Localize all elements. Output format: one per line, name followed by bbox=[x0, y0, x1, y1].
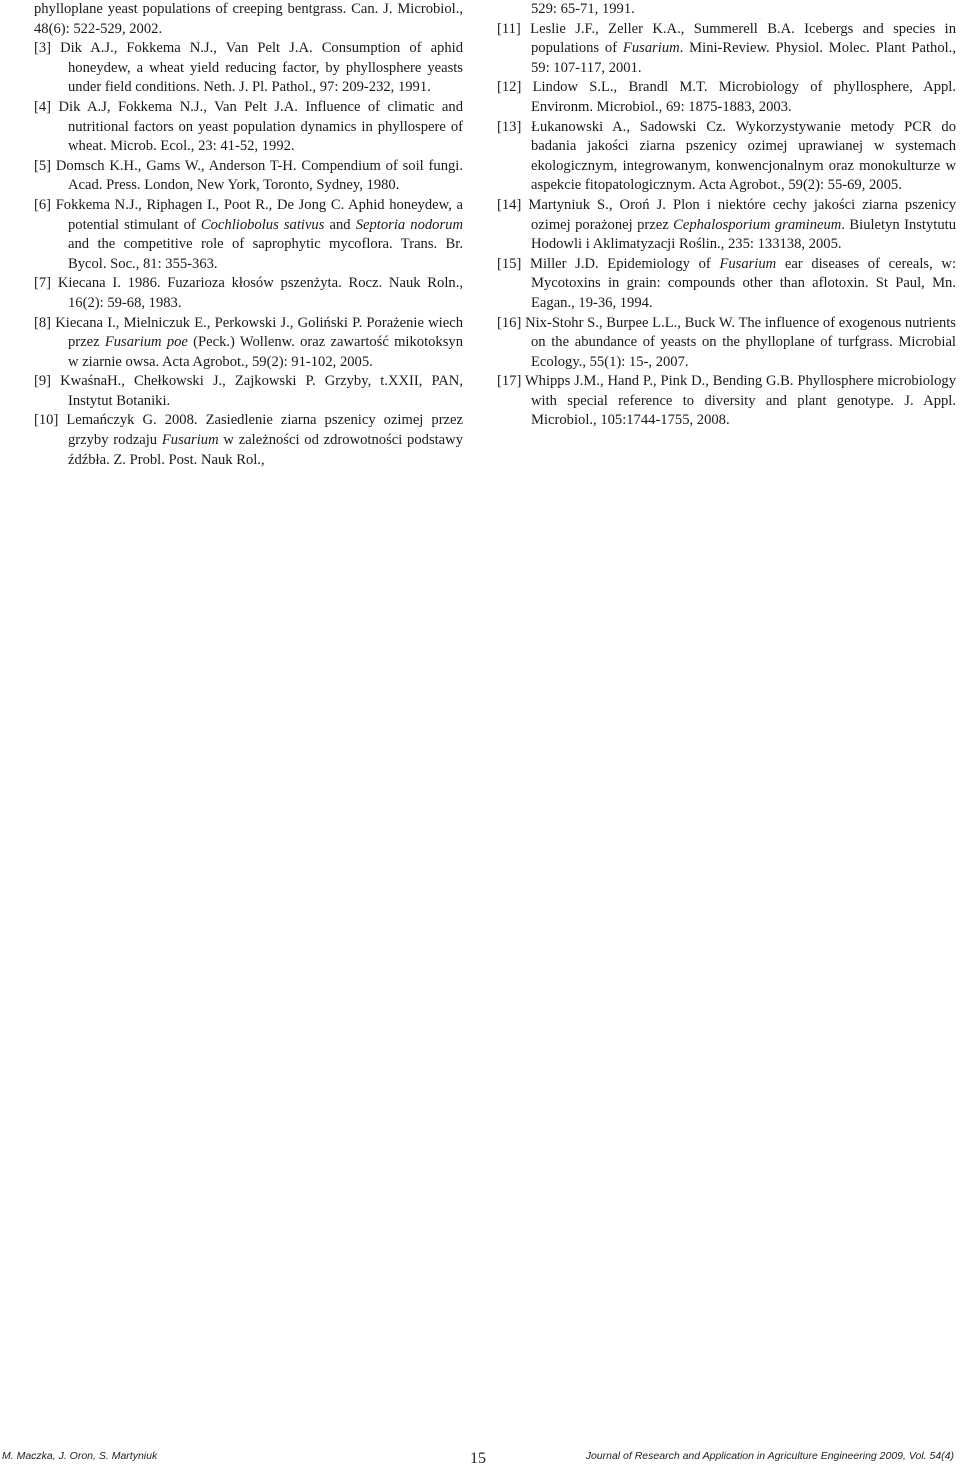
reference-number: [8] bbox=[34, 314, 52, 331]
reference-italic-term: Fusarium bbox=[622, 40, 680, 57]
reference-item bbox=[34, 157, 463, 196]
left-column bbox=[34, 0, 463, 470]
reference-text bbox=[34, 39, 463, 98]
reference-text bbox=[497, 314, 956, 373]
reference-number: [12] bbox=[497, 79, 522, 96]
reference-number: [10] bbox=[34, 412, 59, 429]
reference-text bbox=[34, 196, 463, 274]
reference-segment: Lemańczyk G. 2008. Zasiedlenie ziarna pszenicy ozimej przez grzyby rodzaju bbox=[66, 412, 463, 449]
reference-text bbox=[497, 196, 956, 255]
reference-segment: Domsch K.H., Gams W., Anderson T-H. Compendium of soil fungi. Acad. Press. London, New York, Toronto, Sydney, 1980. bbox=[55, 157, 463, 194]
footer-authors: M. Maczka, J. Oron, S. Martyniuk bbox=[2, 1450, 158, 1462]
reference-item bbox=[34, 98, 463, 157]
reference-continuation bbox=[497, 0, 956, 20]
reference-number: [7] bbox=[34, 275, 52, 292]
reference-item bbox=[497, 196, 956, 255]
reference-item bbox=[497, 255, 956, 314]
reference-italic-term: Cephalosporium gramineum bbox=[673, 216, 842, 233]
reference-segment: Dik A.J., Fokkema N.J., Van Pelt J.A. Consumption of aphid honeydew, a wheat yield reducing factor, by phyllosphere yeasts under field conditions. Neth. J. Pl. Pathol., 97: 209-232, 1991. bbox=[60, 40, 463, 96]
reference-segment: Nix-Stohr S., Burpee L.L., Buck W. The influence of exogenous nutrients on the abundance of yeasts on the phylloplane of turfgrass. Microbial Ecology., 55(1): 15-, 2007. bbox=[525, 314, 956, 370]
reference-segment: and bbox=[324, 216, 356, 233]
reference-item bbox=[34, 411, 463, 470]
reference-text bbox=[497, 118, 956, 196]
reference-italic-term: Fusarium bbox=[161, 432, 219, 449]
reference-italic-term: Septoria nodorum bbox=[355, 216, 463, 233]
reference-segment: (Peck.) Wollenw. oraz zawartość mikotoksyn w ziarnie owsa. Acta Agrobot., 59(2): 91-102, 2005. bbox=[68, 334, 463, 370]
reference-text bbox=[497, 255, 956, 314]
footer-journal: Journal of Research and Application in Agriculture Engineering 2009, Vol. 54(4) bbox=[585, 1450, 954, 1462]
reference-text bbox=[34, 157, 463, 196]
reference-segment: ear diseases of cereals, w: Mycotoxins in grain: compounds other than aflotoxin. St Paul, Mn. Eagan., 19-36, 1994. bbox=[531, 255, 956, 311]
reference-text: phylloplane yeast populations of creeping bentgrass. Can. J. Microbiol., 48(6): 522-529, 2002. bbox=[34, 1, 463, 37]
reference-text bbox=[34, 314, 463, 373]
reference-text: 529: 65-71, 1991. bbox=[531, 1, 635, 17]
reference-item bbox=[34, 39, 463, 98]
reference-segment: Łukanowski A., Sadowski Cz. Wykorzystywanie metody PCR do badania jakości ziarna pszenicy ozimej uprawianej w systemach ekologicznym, integrowanym, konwencjonalnym oraz monokulturze w aspekcie fitopatologicznym. Acta Agrobot., 59(2): 55-69, 2005. bbox=[531, 118, 956, 194]
reference-item bbox=[497, 78, 956, 117]
reference-text bbox=[34, 98, 463, 157]
reference-italic-term: Fusarium bbox=[719, 255, 777, 272]
reference-number: [5] bbox=[34, 157, 52, 174]
reference-segment: Kiecana I. 1986. Fuzarioza kłosów pszenżyta. Rocz. Nauk Roln., 16(2): 59-68, 1983. bbox=[57, 275, 463, 311]
page-number: 15 bbox=[470, 1450, 486, 1467]
reference-segment: Fokkema N.J., Riphagen I., Poot R., De Jong C. Aphid honeydew, a potential stimulant of bbox=[55, 196, 463, 233]
reference-segment: w zależności od zdrowotności podstawy źdźbła. Z. Probl. Post. Nauk Rol., bbox=[68, 432, 463, 468]
reference-number: [4] bbox=[34, 98, 52, 115]
reference-item bbox=[34, 196, 463, 274]
reference-segment: Lindow S.L., Brandl M.T. Microbiology of phyllosphere, Appl. Environm. Microbiol., 69: 1875-1883, 2003. bbox=[531, 79, 956, 115]
reference-text bbox=[34, 372, 463, 411]
reference-number: [11] bbox=[497, 20, 521, 37]
reference-item bbox=[34, 372, 463, 411]
reference-number: [6] bbox=[34, 196, 52, 213]
reference-number: [3] bbox=[34, 40, 52, 57]
reference-segment: Miller J.D. Epidemiology of bbox=[529, 255, 720, 272]
reference-number: [17] bbox=[497, 373, 522, 390]
reference-segment: Whipps J.M., Hand P., Pink D., Bending G.B. Phyllosphere microbiology with special reference to diversity and plant genotype. J. Appl. Microbiol., 105:1744-1755, 2008. bbox=[524, 373, 956, 429]
reference-number: [13] bbox=[497, 118, 522, 135]
reference-segment: Leslie J.F., Zeller K.A., Summerell B.A. Icebergs and species in populations of bbox=[530, 20, 957, 57]
reference-item bbox=[497, 20, 956, 79]
reference-item bbox=[34, 274, 463, 313]
reference-item bbox=[34, 314, 463, 373]
reference-continuation bbox=[34, 0, 463, 39]
reference-italic-term: Fusarium poe bbox=[104, 334, 188, 351]
reference-segment: KwaśnaH., Chełkowski J., Zajkowski P. Grzyby, t.XXII, PAN, Instytut Botaniki. bbox=[60, 373, 463, 409]
reference-item bbox=[497, 118, 956, 196]
reference-segment: . Mini-Review. Physiol. Molec. Plant Pathol., 59: 107-117, 2001. bbox=[531, 40, 956, 76]
reference-segment: Martyniuk S., Oroń J. Plon i niektóre cechy jakości ziarna pszenicy ozimej porażonej przez bbox=[528, 196, 956, 233]
reference-segment: Dik A.J, Fokkema N.J., Van Pelt J.A. Influence of climatic and nutritional factors on yeast population dynamics in phyllospere of wheat. Microb. Ecol., 23: 41-52, 1992. bbox=[58, 98, 463, 155]
reference-number: [9] bbox=[34, 373, 52, 390]
reference-number: [16] bbox=[497, 314, 522, 331]
reference-segment: Kiecana I., Mielniczuk E., Perkowski J., Goliński P. Porażenie wiech przez bbox=[55, 314, 463, 351]
right-column bbox=[497, 0, 956, 431]
reference-item bbox=[497, 372, 956, 431]
reference-number: [15] bbox=[497, 255, 522, 272]
reference-number: [14] bbox=[497, 196, 522, 213]
reference-segment: . Biuletyn Instytutu Hodowli i Aklimatyzacji Roślin., 235: 133138, 2005. bbox=[531, 216, 956, 253]
reference-text bbox=[497, 372, 956, 431]
reference-item bbox=[497, 314, 956, 373]
reference-italic-term: Cochliobolus sativus bbox=[200, 216, 325, 233]
reference-text bbox=[497, 78, 956, 117]
reference-text bbox=[34, 274, 463, 313]
reference-text bbox=[497, 20, 956, 79]
reference-segment: and the competitive role of saprophytic mycoflora. Trans. Br. Bycol. Soc., 81: 355-363. bbox=[68, 236, 463, 272]
reference-text bbox=[34, 411, 463, 470]
